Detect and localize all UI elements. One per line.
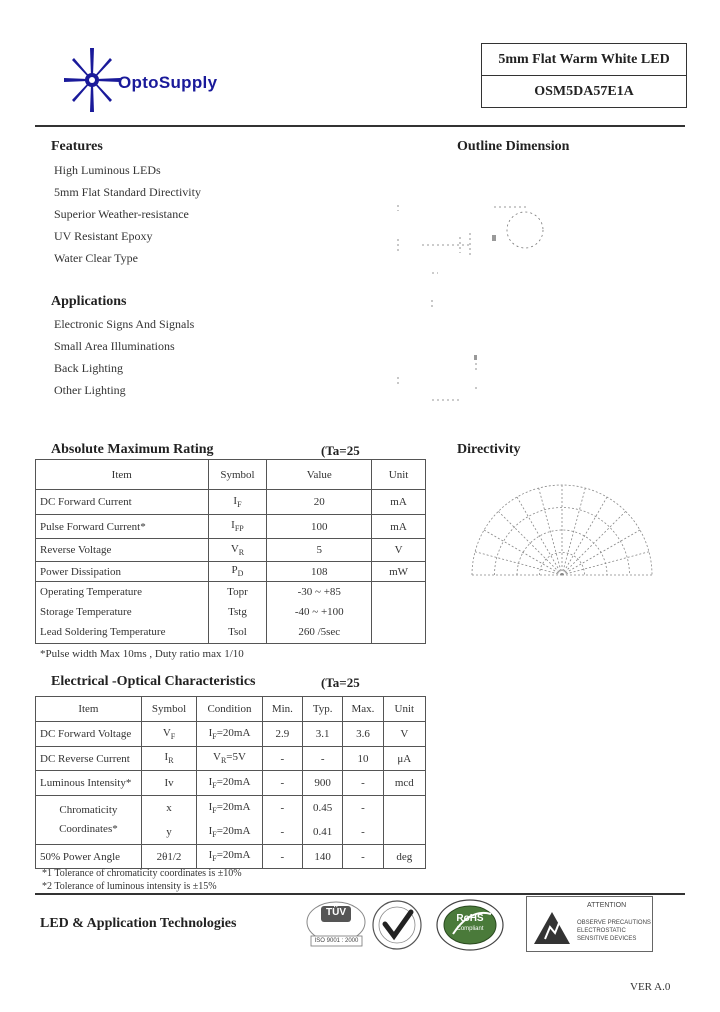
- part-number: OSM5DA57E1A: [534, 83, 634, 99]
- col-header: Symbol: [208, 460, 267, 490]
- applications-title: Applications: [51, 294, 127, 309]
- features-title: Features: [51, 139, 103, 154]
- col-header: Condition: [197, 697, 263, 722]
- outline-title: Outline Dimension: [457, 139, 570, 154]
- title-box: [481, 43, 687, 108]
- table-row: DC Forward Current $I_F$ 20 mA: [36, 490, 426, 515]
- list-item: 5mm Flat Standard Directivity: [54, 185, 201, 199]
- polar-spoke: [517, 497, 562, 575]
- list-item: Water Clear Type: [54, 251, 138, 265]
- attention-line: OBSERVE PRECAUTIONS: [577, 920, 651, 926]
- product-name: 5mm Flat Warm White LED: [482, 44, 686, 76]
- eo-table: [35, 696, 426, 869]
- attention-line: SENSITIVE DEVICES: [577, 936, 637, 942]
- footer-divider: [35, 893, 685, 895]
- rohs-sub-label: Compliant: [456, 926, 484, 932]
- version-label: VER A.0: [630, 981, 671, 993]
- polar-spoke: [498, 511, 562, 575]
- table-row: DC Reverse Current $I_R$ $V_R=5V$ - - 10 μA: [36, 747, 426, 771]
- polar-spoke: [562, 497, 607, 575]
- col-header: Item: [36, 697, 142, 722]
- table-row: Chromaticity Coordinates* x $I_F=20mA$ - 0.45 -: [36, 796, 426, 821]
- col-header: Typ.: [303, 697, 343, 722]
- col-header: Value: [267, 460, 372, 490]
- list-item: Small Area Illuminations: [54, 339, 175, 353]
- polar-spoke: [475, 552, 562, 575]
- col-header: Symbol: [141, 697, 196, 722]
- compliance-check-icon: [371, 898, 423, 952]
- abs-max-table: [35, 459, 426, 644]
- list-item: Back Lighting: [54, 361, 123, 375]
- col-header: Unit: [383, 697, 425, 722]
- features-list: [54, 163, 201, 273]
- chroma-label: Coordinates*: [59, 823, 118, 835]
- top-divider: [35, 125, 685, 127]
- table-row: Operating Temperature Topr -30 ~ +85: [36, 582, 426, 602]
- polar-spoke: [562, 511, 626, 575]
- polar-arc: [517, 530, 607, 575]
- eo-condition: (Ta=25: [321, 675, 360, 690]
- tuv-badge: [305, 900, 368, 950]
- list-item: High Luminous LEDs: [54, 163, 161, 177]
- col-header: Min.: [262, 697, 302, 722]
- outline-drawing: [390, 195, 560, 410]
- attention-line: ELECTROSTATIC: [577, 928, 626, 934]
- list-item: Electronic Signs And Signals: [54, 317, 195, 331]
- esd-warning-icon: [533, 911, 571, 945]
- brand-name: OptoSupply: [118, 73, 218, 92]
- col-header: Unit: [372, 460, 426, 490]
- rohs-icon: [435, 898, 505, 952]
- polar-arc: [540, 553, 585, 576]
- attention-title: ATTENTION: [587, 902, 627, 909]
- polar-spoke: [562, 488, 585, 575]
- table-row: Lead Soldering Temperature Tsol 260 /5sec: [36, 622, 426, 644]
- brand-logo: [60, 48, 270, 112]
- list-item: UV Resistant Epoxy: [54, 229, 153, 243]
- polar-spoke: [562, 552, 649, 575]
- esd-attention-badge: [526, 896, 653, 952]
- eo-note: *2 Tolerance of luminous intensity is ±15%: [42, 881, 217, 892]
- table-row: Reverse Voltage $V_R$ 5 V: [36, 539, 426, 562]
- star-logo-icon: [60, 48, 124, 112]
- polar-spoke: [539, 488, 562, 575]
- polar-spoke: [484, 530, 562, 575]
- eo-note: *1 Tolerance of chromaticity coordinates is ±10%: [42, 868, 242, 879]
- table-row: Power Dissipation $P_D$ 108 mW: [36, 562, 426, 582]
- rohs-badge: [435, 898, 505, 952]
- col-header: Item: [36, 460, 209, 490]
- table-row: Pulse Forward Current* $I_{FP}$ 100 mA: [36, 515, 426, 539]
- col-header: Max.: [343, 697, 383, 722]
- abs-max-condition: (Ta=25: [321, 443, 360, 458]
- directivity-title: Directivity: [457, 442, 521, 457]
- iso-label: ISO 9001 : 2000: [314, 938, 359, 944]
- table-row: DC Forward Voltage $V_F$ $I_F=20mA$ 2.9 3.1 3.6 V: [36, 722, 426, 747]
- table-row: Luminous Intensity* Iv $I_F=20mA$ - 900 - mcd: [36, 771, 426, 796]
- company-name: LED & Application Technologies: [40, 916, 237, 931]
- eo-title: Electrical -Optical Characteristics: [51, 674, 256, 689]
- list-item: Other Lighting: [54, 383, 126, 397]
- directivity-chart: [462, 483, 662, 579]
- table-row: 50% Power Angle 2θ1/2 $I_F=20mA$ - 140 - deg: [36, 845, 426, 869]
- table-row: y $I_F=20mA$ - 0.41 -: [36, 821, 426, 845]
- applications-list: [54, 317, 194, 405]
- list-item: Superior Weather-resistance: [54, 207, 189, 221]
- abs-max-footnote: *Pulse width Max 10ms , Duty ratio max 1/10: [40, 648, 244, 660]
- chroma-label: Chromaticity: [59, 804, 118, 816]
- table-row: Storage Temperature Tstg -40 ~ +100: [36, 602, 426, 622]
- polar-spoke: [562, 530, 640, 575]
- abs-max-title: Absolute Maximum Rating: [51, 442, 214, 457]
- tuv-label: TÜV: [326, 907, 346, 918]
- rohs-label: RoHS: [456, 913, 484, 924]
